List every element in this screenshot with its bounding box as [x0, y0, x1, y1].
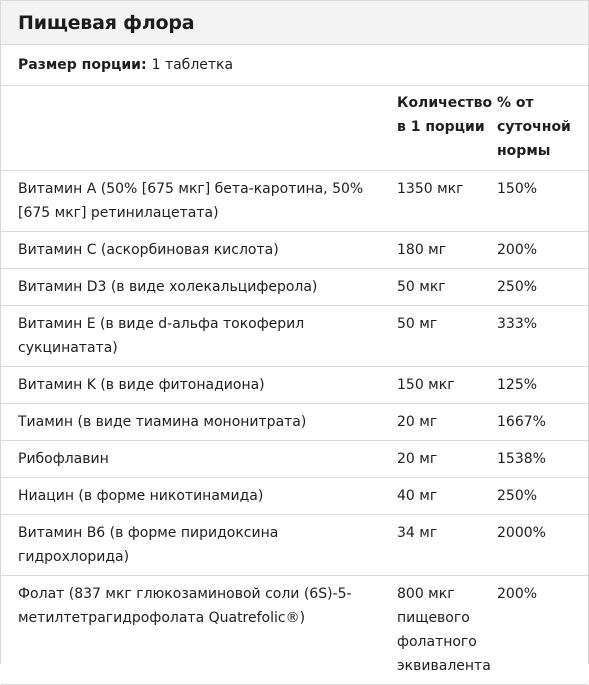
nutrient-amount: 34 мг	[380, 515, 490, 576]
table-row	[1, 441, 588, 478]
nutrient-name: Витамин E (в виде d-альфа токоферил сукцинатата)	[1, 306, 380, 367]
nutrient-amount: 20 мг	[380, 404, 490, 441]
serving-size-row	[1, 45, 588, 86]
nutrient-daily-value: 250%	[490, 269, 588, 306]
nutrient-table	[1, 86, 588, 685]
table-row	[1, 576, 588, 685]
nutrient-amount: 20 мг	[380, 441, 490, 478]
table-row	[1, 404, 588, 441]
header-daily-value: % от суточной нормы	[490, 86, 588, 171]
table-row	[1, 171, 588, 232]
table-row	[1, 232, 588, 269]
panel-title: Пищевая флора	[18, 11, 195, 34]
title-bar	[1, 1, 588, 45]
nutrient-name: Витамин A (50% [675 мкг] бета-каротина, 50% [675 мкг] ретинилацетата)	[1, 171, 380, 232]
nutrient-name: Фолат (837 мкг глюкозаминовой соли (6S)-5-метилтетрагидрофолата Quatrefolic®)	[1, 576, 380, 685]
nutrient-name: Тиамин (в виде тиамина мононитрата)	[1, 404, 380, 441]
table-header-row	[1, 86, 588, 171]
header-amount: Количество в 1 порции	[380, 86, 490, 171]
nutrient-amount: 150 мкг	[380, 367, 490, 404]
nutrient-name: Рибофлавин	[1, 441, 380, 478]
table-row	[1, 306, 588, 367]
nutrient-daily-value: 2000%	[490, 515, 588, 576]
table-row	[1, 515, 588, 576]
serving-size-value: 1 таблетка	[151, 57, 234, 73]
nutrient-daily-value: 250%	[490, 478, 588, 515]
nutrient-daily-value: 200%	[490, 576, 588, 685]
nutrient-amount: 180 мг	[380, 232, 490, 269]
nutrient-amount: 50 мкг	[380, 269, 490, 306]
table-row	[1, 478, 588, 515]
nutrient-daily-value: 1667%	[490, 404, 588, 441]
nutrient-name: Витамин K (в виде фитонадиона)	[1, 367, 380, 404]
table-row	[1, 367, 588, 404]
nutrient-daily-value: 150%	[490, 171, 588, 232]
nutrient-name: Витамин C (аскорбиновая кислота)	[1, 232, 380, 269]
nutrient-amount: 1350 мкг	[380, 171, 490, 232]
nutrient-amount: 40 мг	[380, 478, 490, 515]
nutrient-amount: 800 мкг пищевого фолатного эквивалента	[380, 576, 490, 685]
nutrient-daily-value: 333%	[490, 306, 588, 367]
serving-size-label: Размер порции:	[18, 57, 147, 73]
nutrient-daily-value: 1538%	[490, 441, 588, 478]
table-row	[1, 269, 588, 306]
nutrient-daily-value: 125%	[490, 367, 588, 404]
nutrient-amount: 50 мг	[380, 306, 490, 367]
nutrient-name: Витамин D3 (в виде холекальциферола)	[1, 269, 380, 306]
nutrient-name: Ниацин (в форме никотинамида)	[1, 478, 380, 515]
header-nutrient	[1, 86, 380, 171]
nutrient-daily-value: 200%	[490, 232, 588, 269]
nutrient-name: Витамин B6 (в форме пиридоксина гидрохлорида)	[1, 515, 380, 576]
